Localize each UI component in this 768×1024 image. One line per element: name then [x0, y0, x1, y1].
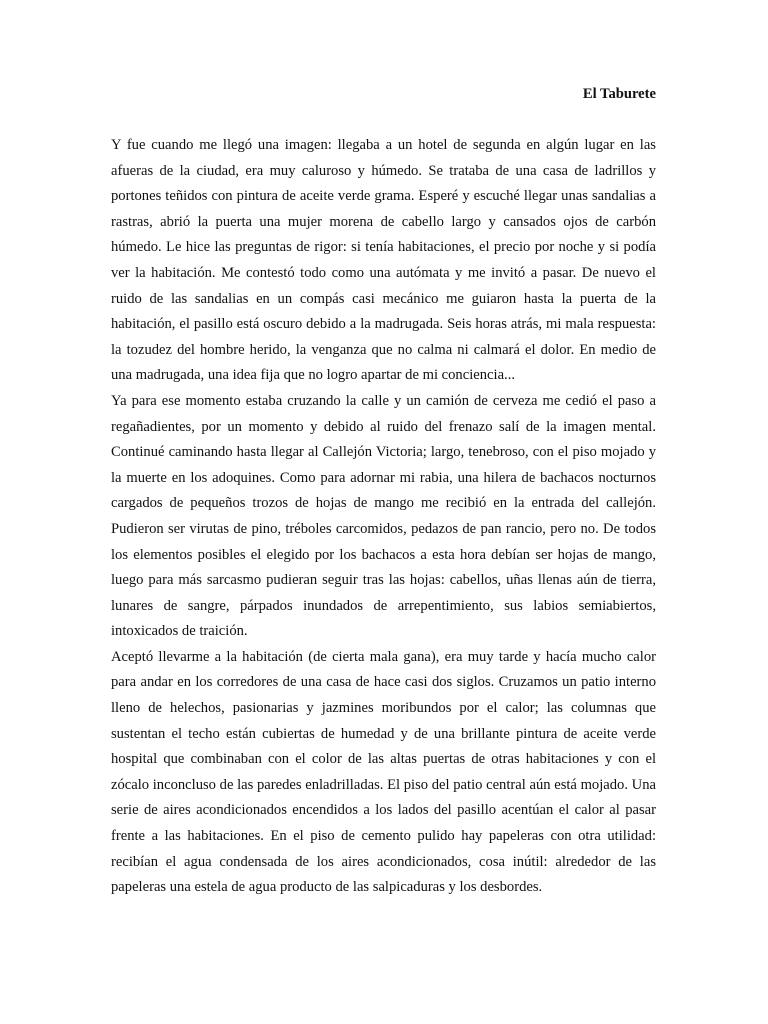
- document-title: El Taburete: [582, 86, 656, 102]
- document-page: [111, 78, 656, 901]
- paragraph-2: Ya para ese momento estaba cruzando la calle y un camión de cerveza me cedió el paso a regañadientes, por un momento y debido al ruido del frenazo salí de la imagen mental. Continué caminando hasta llegar al Callejón Victoria; largo, tenebroso, con el piso mojado y la muerte en los adoquines. Como para adornar mi rabia, una hilera de bachacos nocturnos cargados de pequeños trozos de hojas de mango me recibió en la entrada del callejón. Pudieron ser virutas de pino, tréboles carcomidos, pedazos de pan rancio, pero no. De todos los elementos posibles el elegido por los bachacos a esta hora debían ser hojas de mango, luego para más sarcasmo pudieran seguir tras las hojas: cabellos, uñas llenas aún de tierra, lunares de sangre, párpados inundados de arrepentimiento, sus labios semiabiertos, intoxicados de traición.: [111, 392, 656, 640]
- paragraph-3: Aceptó llevarme a la habitación (de cierta mala gana), era muy tarde y hacía mucho calor para andar en los corredores de una casa de hace casi dos siglos. Cruzamos un patio interno lleno de helechos, pasionarias y jazmines moribundos por el calor; las columnas que sustentan el techo están cubiertas de humedad y de una brillante pintura de aceite verde hospital que combinaban con el color de las altas puertas de otras habitaciones y con el zócalo inconcluso de las paredes enladrilladas. El piso del patio central aún está mojado. Una serie de aires acondicionados encendidos a los lados del pasillo acentúan el calor al pasar frente a las habitaciones. En el piso de cemento pulido hay papeleras con otra utilidad: recibían el agua condensada de los aires acondicionados, cosa inútil: alrededor de las papeleras una estela de agua producto de las salpicaduras y los desbordes.: [111, 648, 656, 896]
- paragraph-1: Y fue cuando me llegó una imagen: llegaba a un hotel de segunda en algún lugar en las afueras de la ciudad, era muy caluroso y húmedo. Se trataba de una casa de ladrillos y portones teñidos con pintura de aceite verde grama. Esperé y escuché llegar unas sandalias a rastras, abrió la puerta una mujer morena de cabello largo y cansados ojos de carbón húmedo. Le hice las preguntas de rigor: si tenía habitaciones, el precio por noche y si podía ver la habitación. Me contestó todo como una autómata y me invitó a pasar. De nuevo el ruido de las sandalias en un compás casi mecánico me guiaron hasta la puerta de la habitación, el pasillo está oscuro debido a la madrugada. Seis horas atrás, mi mala respuesta: la tozudez del hombre herido, la venganza que no calma ni calmará el dolor. En medio de una madrugada, una idea fija que no logro apartar de mi conciencia...: [111, 137, 656, 384]
